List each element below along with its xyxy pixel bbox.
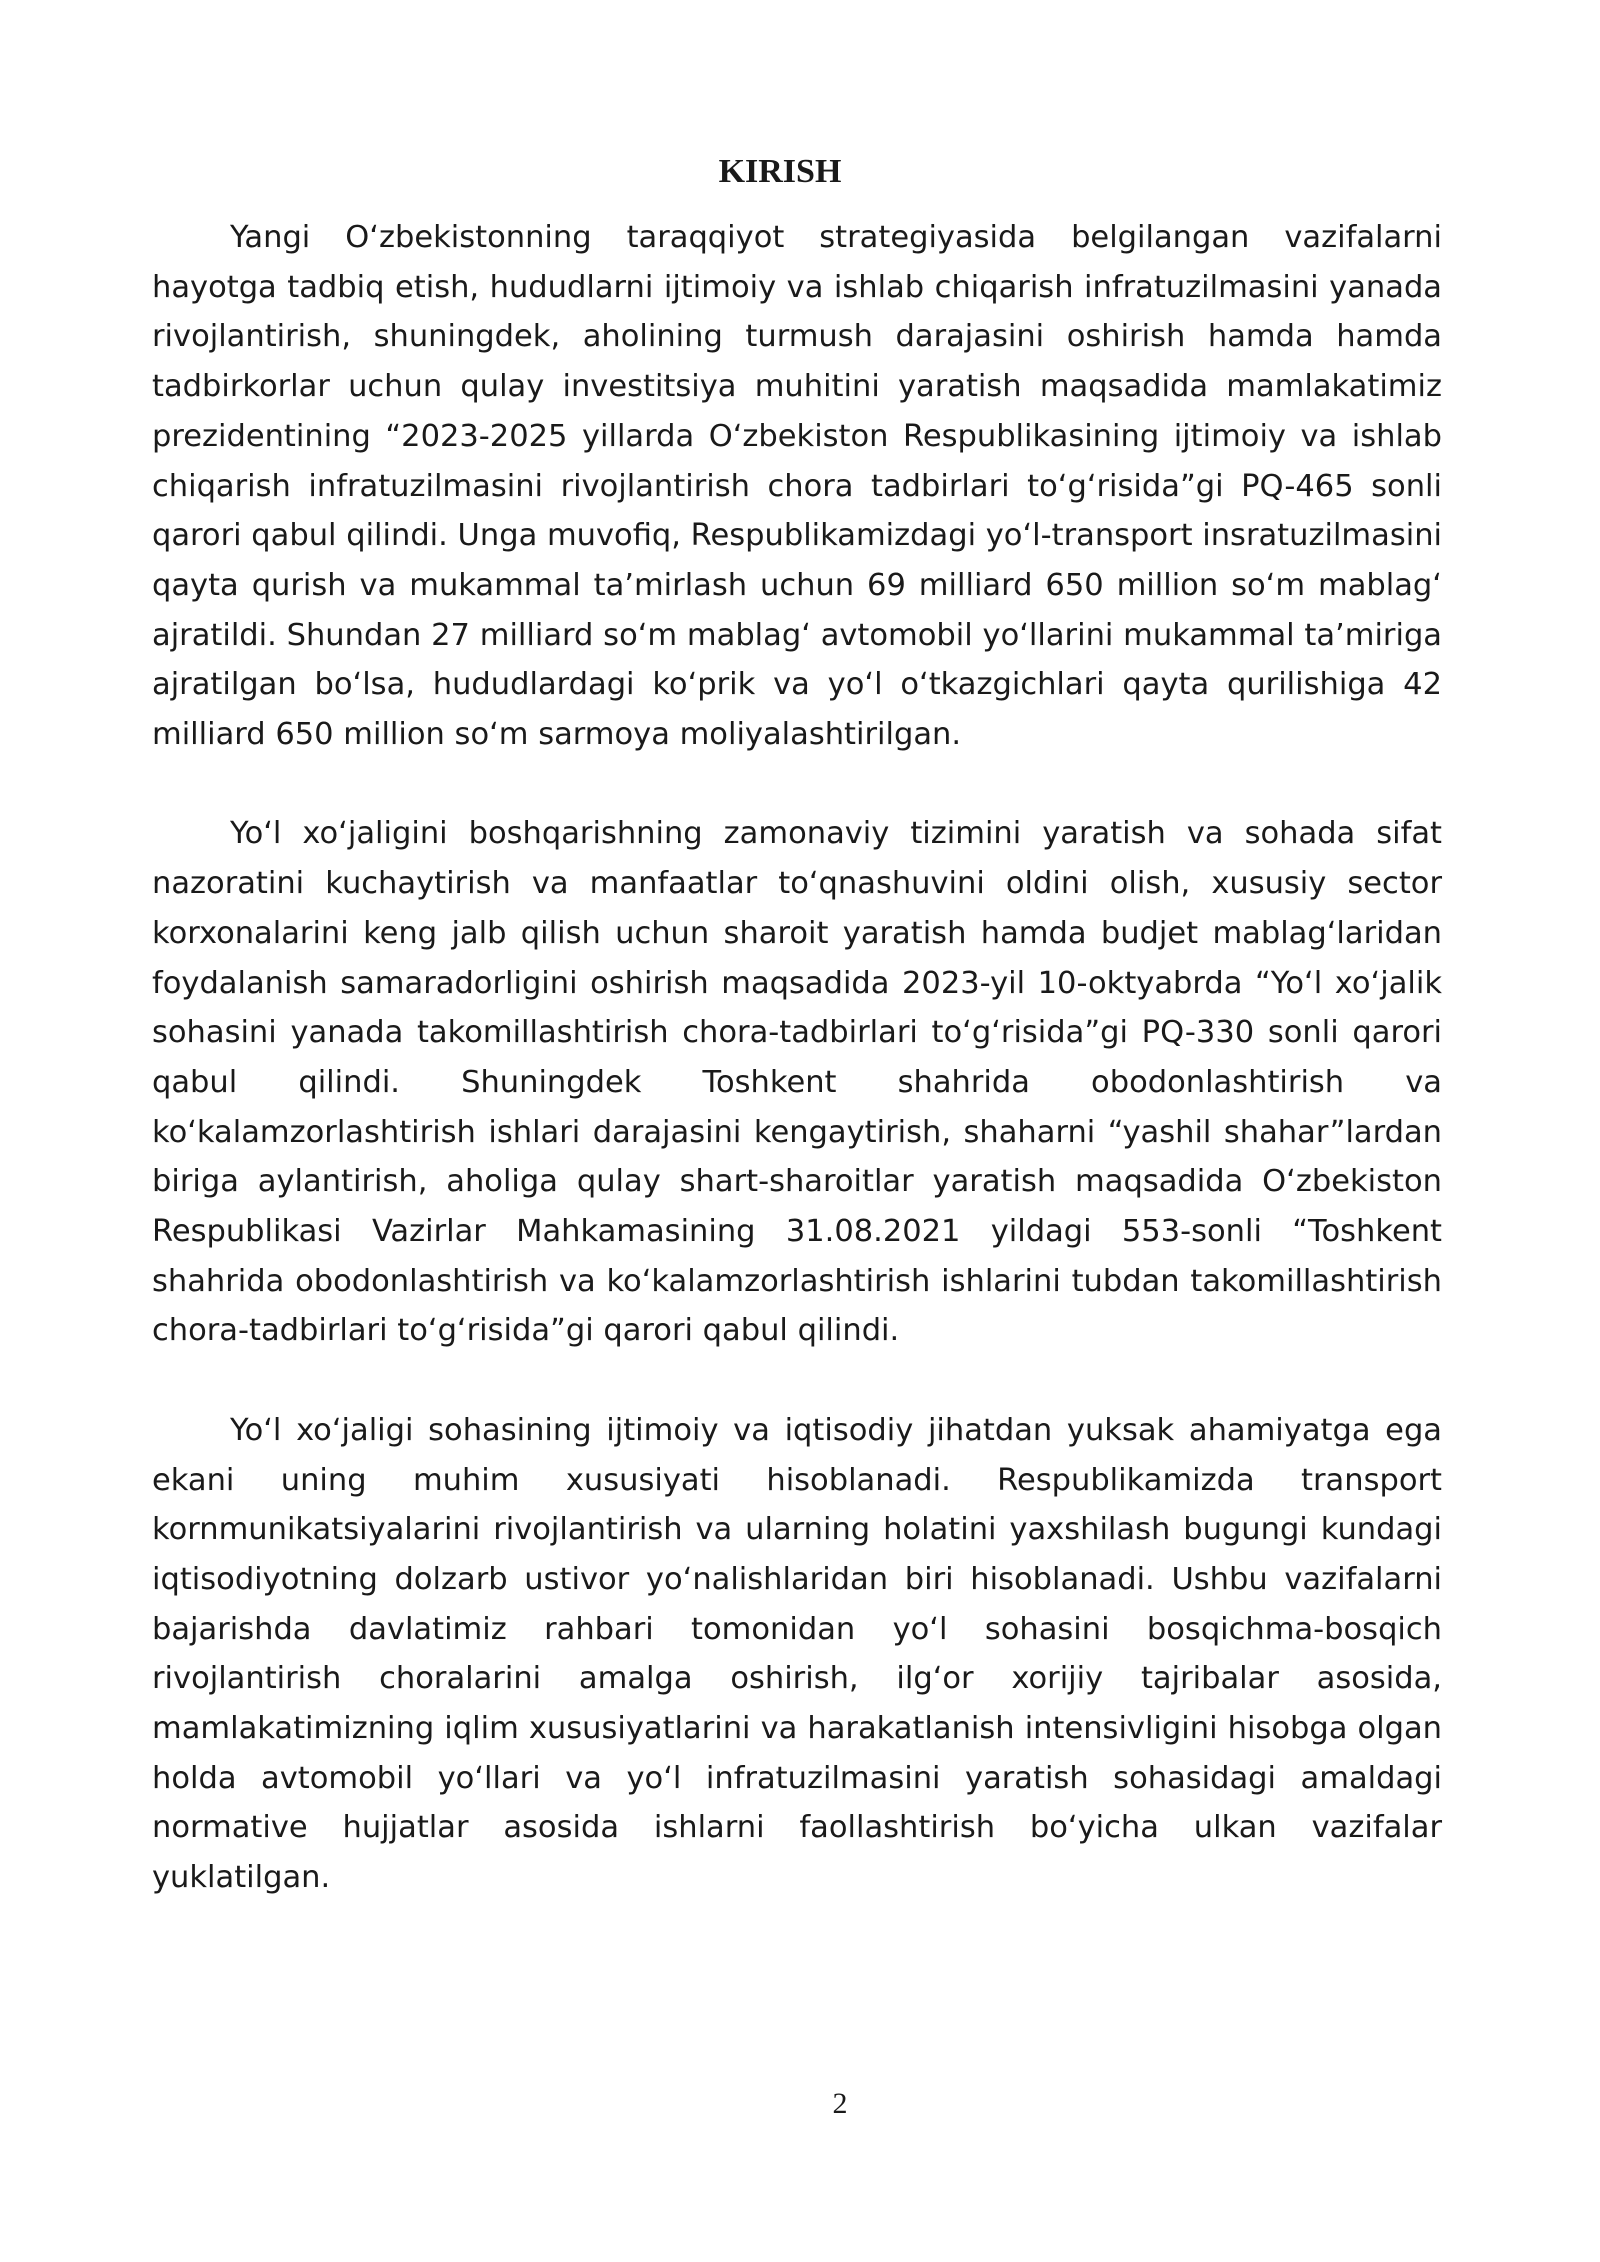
page-number: 2: [832, 2087, 848, 2120]
paragraph-3: Yo‘l xo‘jaligi sohasining ijtimoiy va iqtisodiy jihatdan yuksak ahamiyatga ega ekani uning muhim xususiyati hisoblanadi. Respublikamizda transport kornmunikatsiyalarini rivojlantirish va ularning holatini yaxshilash bugungi kundagi iqtisodiyotning dolzarb ustivor yo‘nalishlaridan biri hisoblanadi. Ushbu vazifalarni bajarishda davlatimiz rahbari tomonidan yo‘l sohasini bosqichma-bosqich rivojlantirish choralarini amalga oshirish, ilg‘or xorijiy tajribalar asosida, mamlakatimizning iqlim xususiyatlarini va harakatlanish intensivligini hisobga olgan holda avtomobil yo‘llari va yo‘l infratuzilmasini yaratish sohasidagi amaldagi normative hujjatlar asosida ishlarni faollashtirish bo‘yicha ulkan vazifalar yuklatilgan.: [152, 1412, 1442, 1896]
paragraph-1: Yangi O‘zbekistonning taraqqiyot strategiyasida belgilangan vazifalarni hayotga tadbiq etish, hududlarni ijtimoiy va ishlab chiqarish infratuzilmasini yanada rivojlantirish, shuningdek, aholining turmush darajasini oshirish hamda hamda tadbirkorlar uchun qulay investitsiya muhitini yaratish maqsadida mamlakatimiz prezidentining “2023-2025 yillarda O‘zbekiston Respublikasining ijtimoiy va ishlab chiqarish infratuzilmasini rivojlantirish chora tadbirlari to‘g‘risida”gi PQ-465 sonli qarori qabul qilindi. Unga muvofiq, Respublikamizdagi yo‘l-transport insratuzilmasini qayta qurish va mukammal ta’mirlash uchun 69 milliard 650 million so‘m mablag‘ ajratildi. Shundan 27 milliard so‘m mablag‘ avtomobil yo‘llarini mukammal ta’miriga ajratilgan bo‘lsa, hududlardagi ko‘prik va yo‘l o‘tkazgichlari qayta qurilishiga 42 milliard 650 million so‘m sarmoya moliyalashtirilgan.: [152, 220, 1442, 753]
body-text: [152, 213, 1442, 1903]
page-heading: KIRISH: [718, 153, 842, 190]
paragraph-2: Yo‘l xo‘jaligini boshqarishning zamonaviy tizimini yaratish va sohada sifat nazoratini kuchaytirish va manfaatlar to‘qnashuvini oldini olish, xususiy sector korxonalarini keng jalb qilish uchun sharoit yaratish hamda budjet mablag‘laridan foydalanish samaradorligini oshirish maqsadida 2023-yil 10-oktyabrda “Yo‘l xo‘jalik sohasini yanada takomillashtirish chora-tadbirlari to‘g‘risida”gi PQ-330 sonli qarori qabul qilindi. Shuningdek Toshkent shahrida obodonlashtirish va ko‘kalamzorlashtirish ishlari darajasini kengaytirish, shaharni “yashil shahar”lardan biriga aylantirish, aholiga qulay shart-sharoitlar yaratish maqsadida O‘zbekiston Respublikasi Vazirlar Mahkamasining 31.08.2021 yildagi 553-sonli “Toshkent shahrida obodonlashtirish va ko‘kalamzorlashtirish ishlarini tubdan takomillashtirish chora-tadbirlari to‘g‘risida”gi qarori qabul qilindi.: [152, 816, 1442, 1349]
